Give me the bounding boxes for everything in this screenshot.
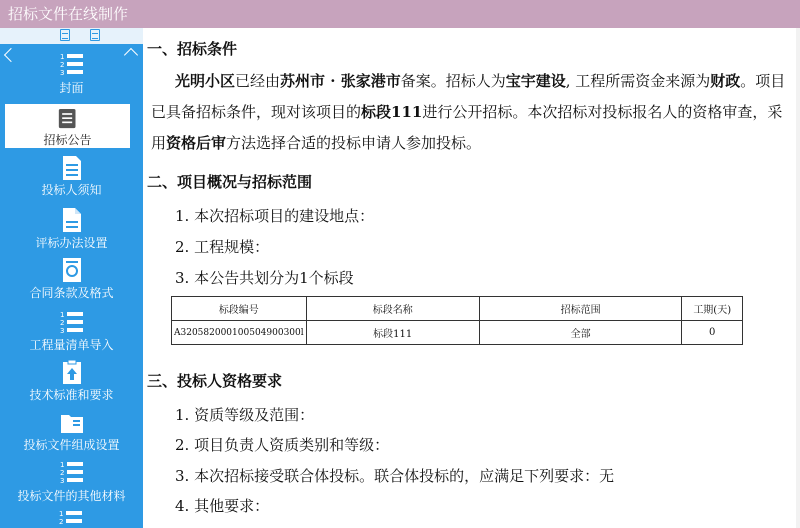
project-name: 光明小区	[175, 72, 236, 90]
svg-text:3: 3	[59, 327, 64, 335]
numbered-list-icon	[60, 459, 84, 485]
list-view-icon[interactable]	[60, 29, 70, 41]
svg-text:2: 2	[59, 319, 64, 327]
column-header: 工期(天)	[682, 297, 743, 321]
text-run: 备案。招标人为	[400, 72, 506, 90]
sidebar-item-label: 封面	[59, 81, 84, 95]
list-item: 4. 其他要求：	[175, 497, 270, 515]
svg-text:2: 2	[59, 61, 64, 69]
svg-text:3: 3	[59, 69, 64, 77]
sidebar-item-bidder-notice[interactable]	[0, 152, 143, 200]
sidebar-item-label: 投标人须知	[41, 183, 102, 197]
section-title-overview: 二、项目概况与招标范围	[147, 173, 313, 191]
text-run: 已经由	[235, 72, 281, 90]
paragraph-conditions	[151, 66, 791, 159]
svg-text:1: 1	[59, 53, 64, 61]
sidebar-item-label: 技术标准和要求	[29, 388, 114, 402]
sidebar-item-other-materials[interactable]	[0, 456, 143, 504]
section-title-conditions: 一、招标条件	[147, 40, 238, 58]
sidebar-item-contract-terms[interactable]	[0, 254, 143, 302]
sidebar-item-cover[interactable]	[0, 48, 143, 96]
numbered-list-icon	[60, 309, 84, 335]
table-header-row	[172, 297, 743, 321]
tenderer-name: 宝宇建设	[505, 72, 566, 90]
sidebar-item-technical-standards[interactable]	[0, 356, 143, 404]
sidebar-item-bid-composition[interactable]	[0, 406, 143, 454]
sidebar-item-label: 招标公告	[43, 133, 92, 147]
contract-icon	[60, 257, 84, 283]
svg-text:1: 1	[59, 461, 64, 469]
column-header: 招标范围	[479, 297, 682, 321]
folder-icon	[60, 409, 84, 435]
table-cell: 标段111	[306, 321, 479, 345]
window-title: 招标文件在线制作	[0, 0, 800, 28]
section-title-qualification: 三、投标人资格要求	[147, 372, 283, 390]
table-row	[172, 321, 743, 345]
content-scrollbar[interactable]	[796, 28, 800, 528]
svg-text:2: 2	[59, 469, 64, 477]
table-cell: 0	[682, 321, 743, 345]
fund-source: 财政	[710, 72, 741, 90]
numbered-list-icon	[60, 51, 84, 77]
list-item: 2. 项目负责人资质类别和等级：	[175, 436, 390, 454]
text-run: , 工程所需资金来源为	[565, 72, 711, 90]
list-item: 3. 本次招标接受联合体投标。联合体投标的，应满足下列要求：无	[175, 467, 615, 485]
detail-view-icon[interactable]	[90, 29, 100, 41]
document-lines-icon	[60, 155, 84, 181]
list-item: 2. 工程规模：	[175, 238, 270, 256]
svg-text:1: 1	[59, 311, 64, 319]
list-item: 3. 本公告共划分为1个标段	[175, 269, 354, 287]
column-header: 标段名称	[306, 297, 479, 321]
numbered-list-icon	[59, 508, 83, 528]
sidebar-item-label: 评标办法设置	[35, 236, 108, 250]
sidebar-item-label: 工程量清单导入	[29, 338, 114, 352]
table-cell: A320582000100504900300l	[172, 321, 307, 345]
lot-table	[171, 296, 743, 345]
column-header: 标段编号	[172, 297, 307, 321]
registration-city: 苏州市 · 张家港市	[280, 72, 401, 90]
text-run: 。项目已具备招标条件，现对该项目的	[151, 72, 786, 121]
svg-text:3: 3	[59, 477, 64, 485]
list-item: 1. 资质等级及范围：	[175, 406, 315, 424]
document-fold-icon	[60, 207, 84, 233]
svg-text:1: 1	[59, 510, 64, 518]
sidebar-toolbar	[0, 28, 143, 44]
document-dark-icon	[58, 107, 78, 131]
qualification-method: 资格后审	[166, 134, 227, 152]
text-run: 方法选择合适的投标申请人参加投标。	[226, 134, 482, 152]
sidebar-nav	[0, 28, 143, 528]
svg-text:2: 2	[59, 518, 64, 526]
upload-clipboard-icon	[60, 359, 84, 385]
sidebar-item-label: 合同条款及格式	[29, 286, 114, 300]
lot-name: 标段111	[361, 103, 423, 121]
sidebar-item-evaluation-settings[interactable]	[0, 204, 143, 252]
sidebar-item-label: 投标文件的其他材料	[17, 489, 126, 503]
text-run: 进行公开招标。本次招标对投标报名人的资格审查，采用	[151, 103, 783, 152]
sidebar-item-label: 投标文件组成设置	[23, 438, 120, 452]
document-content	[143, 28, 800, 528]
sidebar-item-announcement[interactable]	[5, 104, 130, 148]
list-item: 1. 本次招标项目的建设地点：	[175, 207, 375, 225]
sidebar-item-bill-import[interactable]	[0, 306, 143, 354]
table-cell: 全部	[479, 321, 682, 345]
